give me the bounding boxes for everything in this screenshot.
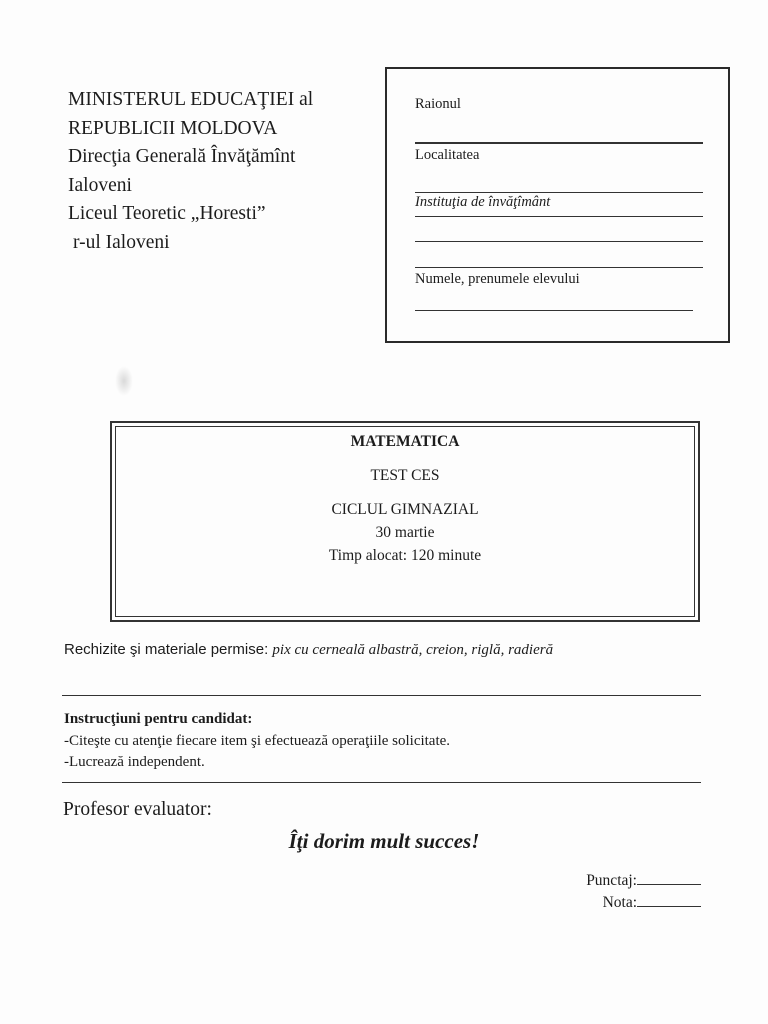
- raion-field[interactable]: [415, 142, 703, 144]
- raion-label: Raionul: [415, 96, 461, 112]
- instructions-heading: Instrucţiuni pentru candidat:: [64, 711, 253, 727]
- directorate-city: Ialoveni: [68, 174, 132, 196]
- student-name-label: Numele, prenumele elevului: [415, 271, 580, 287]
- localitate-label: Localitatea: [415, 147, 480, 163]
- subject-title: MATEMATICA: [350, 433, 460, 450]
- institutie-field-1[interactable]: [415, 216, 703, 217]
- school-cycle: CICLUL GIMNAZIAL: [331, 501, 479, 518]
- instruction-item-1: -Citeşte cu atenţie fiecare item şi efectuează operaţiile solicitate.: [64, 732, 451, 749]
- exam-title-inner-border: [115, 426, 695, 617]
- permitted-materials: [64, 641, 553, 659]
- permitted-materials-list: pix cu cerneală albastră, creion, riglă, radieră: [272, 642, 554, 658]
- localitate-field[interactable]: [415, 192, 703, 193]
- test-type: TEST CES: [370, 467, 440, 484]
- institution-header: [68, 86, 313, 257]
- permitted-materials-label: Rechizite şi materiale permise:: [64, 641, 269, 658]
- score-field[interactable]: [637, 870, 701, 885]
- divider-line-2: [62, 782, 701, 783]
- grade-row: [603, 892, 701, 912]
- candidate-instructions: [64, 709, 450, 774]
- directorate-line: Direcţia Generală Învăţămînt: [68, 146, 296, 167]
- time-allotted: Timp alocat: 120 minute: [328, 547, 482, 564]
- institutie-label: Instituţia de învăţîmânt: [415, 194, 551, 210]
- institutie-field-2[interactable]: [415, 241, 703, 242]
- ministry-line-2: REPUBLICII MOLDOVA: [68, 117, 278, 139]
- score-label: Punctaj:: [586, 872, 637, 889]
- scan-smudge: [115, 366, 133, 396]
- divider-line-1: [62, 695, 701, 696]
- grade-label: Nota:: [602, 894, 637, 911]
- grade-field[interactable]: [637, 892, 701, 907]
- student-name-field[interactable]: [415, 310, 693, 311]
- school-name: Liceul Teoretic „Horesti”: [68, 203, 266, 224]
- district-name: r-ul Ialoveni: [73, 231, 170, 253]
- good-luck-message: Îţi dorim mult succes!: [288, 829, 480, 853]
- exam-title-frame: [110, 421, 700, 622]
- institutie-field-3[interactable]: [415, 267, 703, 268]
- evaluator-label: Profesor evaluator:: [63, 799, 212, 820]
- instruction-item-2: -Lucrează independent.: [64, 754, 205, 770]
- exam-date: 30 martie: [375, 524, 435, 541]
- score-row: [586, 870, 701, 890]
- student-info-box: [385, 67, 730, 343]
- ministry-line-1: MINISTERUL EDUCAŢIEI al: [68, 89, 314, 110]
